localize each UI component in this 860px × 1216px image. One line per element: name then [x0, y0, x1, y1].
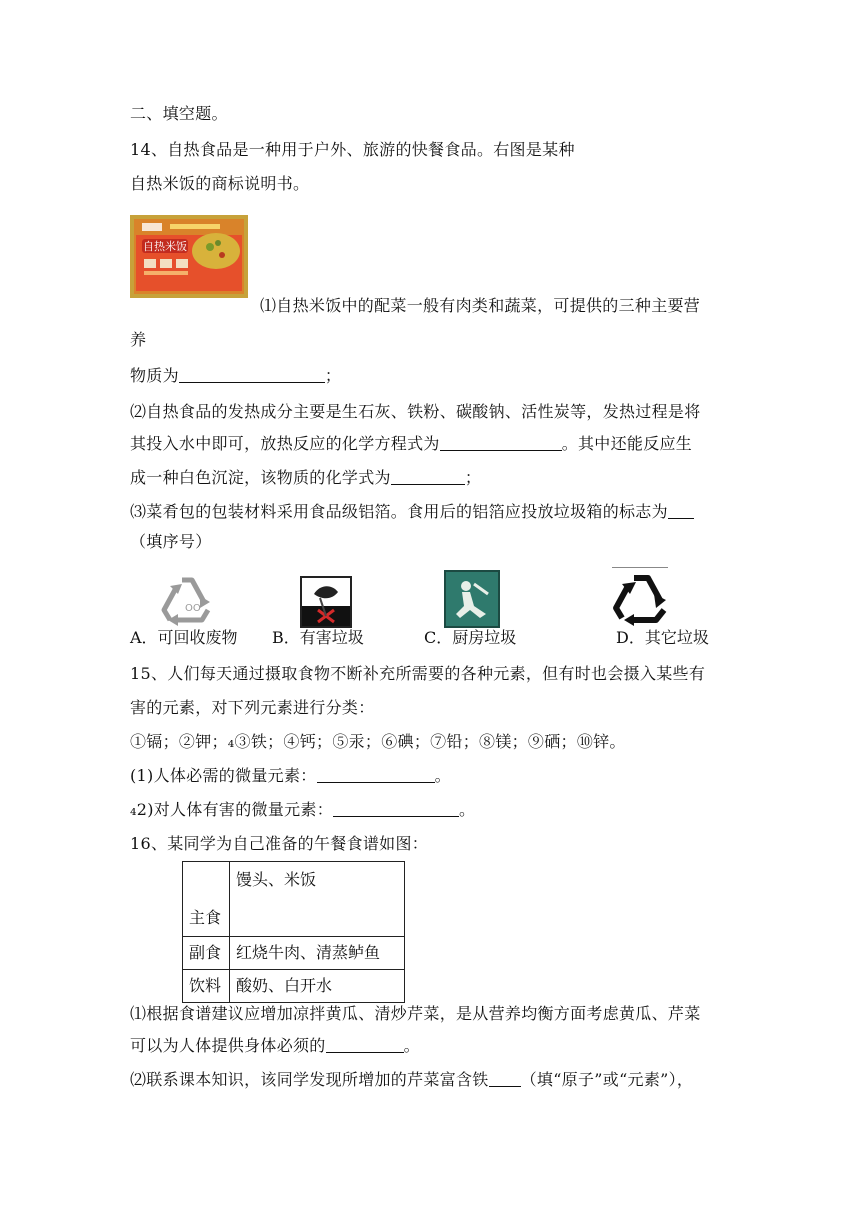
q14-part1-line-b: 养 — [130, 330, 147, 349]
q15-intro-line-1: 15、人们每天通过摄取食物不断补充所需要的各种元素，但有时也会摄入某些有 — [130, 664, 706, 683]
q14-part2-suffix: 。其中还能反应生 — [561, 434, 693, 453]
q14-formula-prefix: 成一种白色沉淀，该物质的化学式为 — [130, 468, 391, 487]
self-heating-rice-package-image — [130, 215, 248, 298]
option-c: C．厨房垃圾 — [424, 628, 517, 647]
q16-part2-suffix: （填“原子”或“元素”）， — [520, 1070, 694, 1089]
q14-part1-line-a: ⑴自热米饭中的配菜一般有肉类和蔬菜，可提供的三种主要营 — [260, 296, 701, 315]
q15-part2-label: ₄2)对人体有害的微量元素： — [130, 800, 334, 819]
q14-formula-blank[interactable] — [391, 468, 465, 485]
table-row — [183, 862, 405, 937]
q15-intro-line-2: 害的元素，对下列元素进行分类： — [130, 698, 375, 717]
q16-part1-end: 。 — [403, 1036, 420, 1055]
q15-part1-blank[interactable] — [317, 766, 435, 783]
menu-items-cell: 红烧牛肉、清蒸鲈鱼 — [230, 937, 405, 970]
q16-part1-prefix: 可以为人体提供身体必须的 — [130, 1036, 326, 1055]
q15-part1-end: 。 — [434, 766, 451, 785]
q16-part1-line-a: ⑴根据食谱建议应增加凉拌黄瓜、清炒芹菜，是从营养均衡方面考虑黄瓜、芹菜 — [130, 1004, 701, 1023]
q14-part3-line-b: （填序号） — [130, 532, 212, 551]
menu-category-cell: 主食 — [183, 862, 230, 937]
q15-part1 — [130, 766, 451, 786]
menu-items-cell: 酸奶、白开水 — [230, 970, 405, 1003]
q16-part1-blank[interactable] — [326, 1036, 404, 1053]
kitchen-waste-icon — [444, 570, 500, 628]
q14-part1-end: ； — [324, 366, 342, 385]
q16-part2-blank[interactable] — [489, 1070, 521, 1087]
q14-part3-blank[interactable] — [668, 502, 694, 519]
q14-part2-line-b — [130, 434, 692, 454]
q15-part2-blank[interactable] — [333, 800, 459, 817]
menu-category-cell: 饮料 — [183, 970, 230, 1003]
q14-part2-prefix: 其投入水中即可，放热反应的化学方程式为 — [130, 434, 440, 453]
q14-part3-line-a — [130, 502, 694, 522]
q14-part2-line-a: ⑵自热食品的发热成分主要是生石灰、铁粉、碳酸钠、活性炭等，发热过程是将 — [130, 402, 701, 421]
svg-text:OO: OO — [185, 603, 201, 614]
table-row — [183, 937, 405, 970]
q16-part2-prefix: ⑵联系课本知识，该同学发现所增加的芹菜富含铁 — [130, 1070, 489, 1089]
option-d: D．其它垃圾 — [616, 628, 709, 647]
q15-part1-label: (1)人体必需的微量元素： — [130, 766, 317, 785]
q14-part1-line-c — [130, 366, 341, 386]
menu-items-cell: 馒头、米饭 — [230, 862, 405, 937]
lunch-menu-table — [182, 861, 405, 1003]
q16-part2-line — [130, 1070, 693, 1090]
q14-formula-end: ； — [464, 468, 482, 487]
q15-part2 — [130, 800, 475, 820]
q15-part2-end: 。 — [459, 800, 476, 819]
package-title-text: 自热米饭 — [143, 240, 187, 253]
q15-elements-list: ①镉；②钾；₄③铁；④钙；⑤汞；⑥碘；⑦铅；⑧镁；⑨硒；⑩锌。 — [130, 732, 626, 751]
q14-intro-line-1: 14、自热食品是一种用于户外、旅游的快餐食品。右图是某种 — [130, 140, 575, 159]
section-heading: 二、填空题。 — [130, 104, 228, 123]
recycle-icon — [156, 572, 218, 628]
q14-part1-blank[interactable] — [179, 366, 325, 383]
q14-part2-line-c — [130, 468, 481, 488]
table-row — [183, 970, 405, 1003]
other-waste-icon — [610, 570, 672, 628]
divider-line — [612, 567, 668, 568]
hazardous-waste-icon — [300, 576, 352, 628]
q16-intro: 16、某同学为自己准备的午餐食谱如图： — [130, 834, 429, 853]
option-b: B．有害垃圾 — [272, 628, 364, 647]
q14-equation-blank[interactable] — [440, 434, 562, 451]
menu-category-cell: 副食 — [183, 937, 230, 970]
q16-part1-line-b — [130, 1036, 420, 1056]
q14-part3-text: ⑶菜肴包的包装材料采用食品级铝箔。食用后的铝箔应投放垃圾箱的标志为 — [130, 502, 668, 521]
q14-intro-line-2: 自热米饭的商标说明书。 — [130, 174, 310, 193]
q14-part1-prefix: 物质为 — [130, 366, 179, 385]
option-a: A．可回收废物 — [130, 628, 238, 647]
